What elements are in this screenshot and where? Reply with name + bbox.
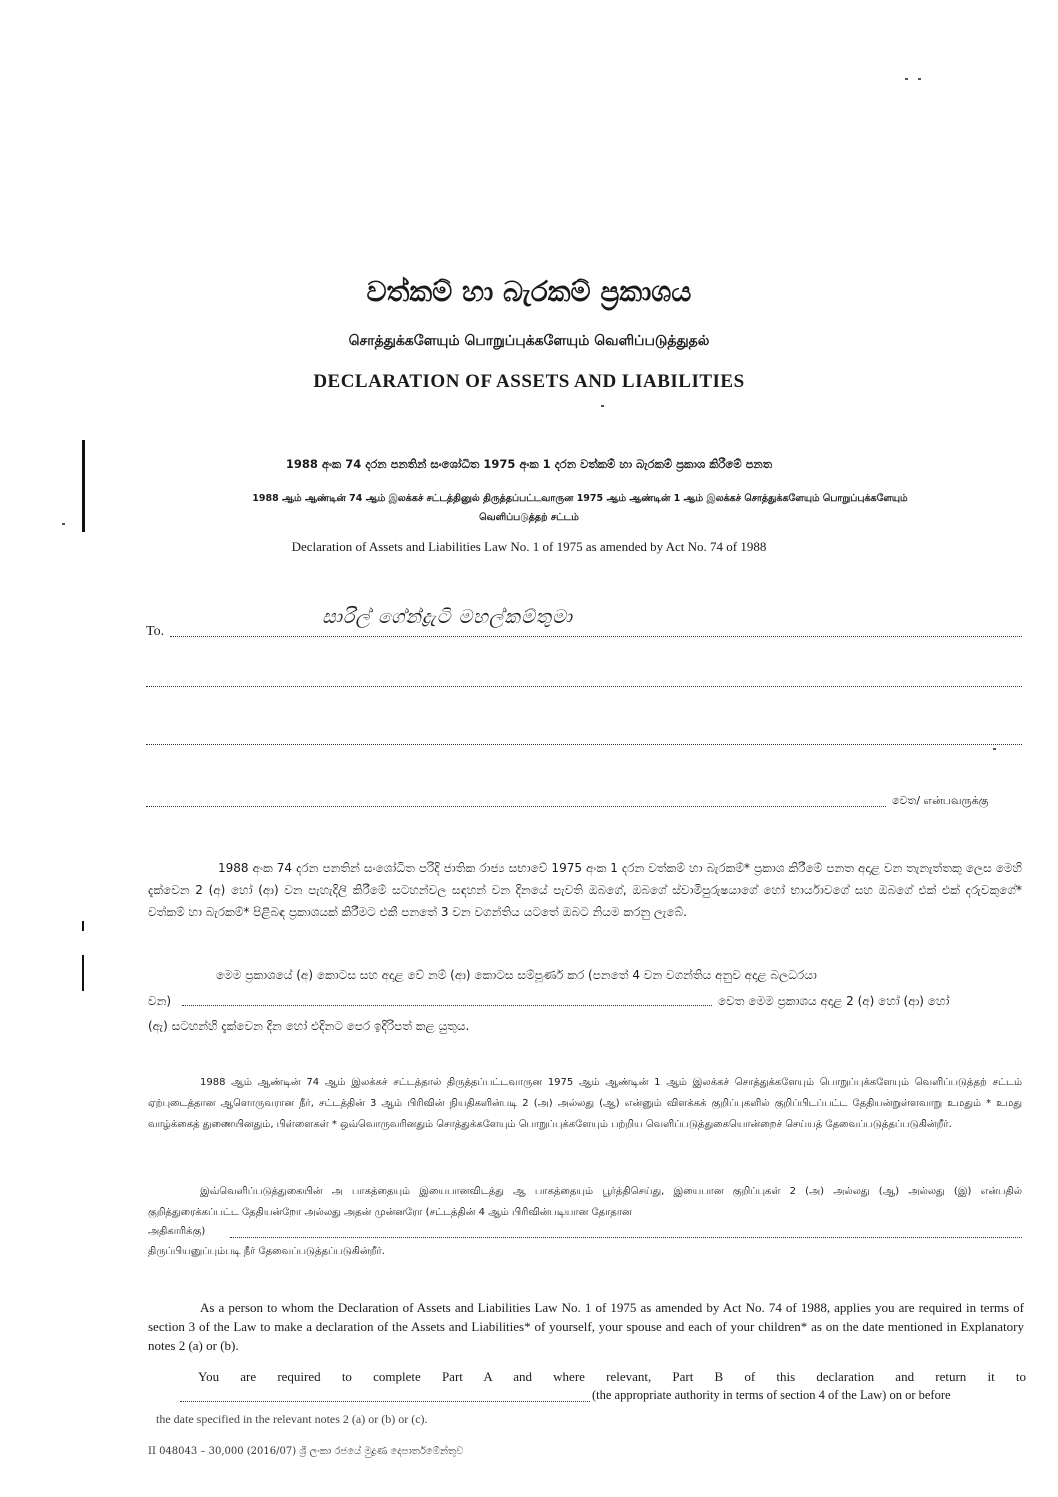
title-sinhala: වත්කම් හා බැරකම් ප්‍රකාශය <box>366 275 692 308</box>
address-line-4[interactable] <box>146 806 886 807</box>
authority-line-tamil[interactable] <box>230 1237 1022 1238</box>
paragraph-english-1: As a person to whom the Declaration of Assets and Liabilities Law No. 1 of 1975 as amended by Act No. 74 of 1988, applies you are required in terms of section 3 of the Law to make a declaration of the Assets and Liabilities* of yourself, your spouse and each of your children* as on the date mentioned in Explanatory notes 2 (a) or (b). <box>148 1300 1024 1353</box>
paragraph-tamil-2a: இவ்வெளிப்படுத்துகையின் அ பாகத்தையும் இயைபானவிடத்து ஆ பாகத்தையும் பூர்த்திசெய்து, இயைபான குறிப்புகள் 2 (அ) அல்லது (ஆ) அல்லது (இ) என்பதில் குறித்துரைக்கப்பட்ட தேதியன்றோ அல்லது அதன் முன்னரோ (சட்டத்தின் 4 ஆம் பிரிவின்படியான தோதான <box>148 1186 1022 1218</box>
address-line-2[interactable] <box>146 686 1022 687</box>
handwritten-addressee: සාරිල් ගේන්ද්‍රැටි මහල්කම්තුමා <box>322 606 573 628</box>
title-english: DECLARATION OF ASSETS AND LIABILITIES <box>313 371 745 392</box>
paragraph-sinhala-1: 1988 අංක 74 දරන පනතින් සංශෝධිත පරිදි ජාතික රාජ්‍ය සභාවේ 1975 අංක 1 දරන වත්කම් හා බැරකම්* ප්‍රකාශ කිරීමේ පනත අදාළ වන තැනැත්තකු ලෙස මෙහි දැක්වෙන 2 (අ) හෝ (ආ) වන පැහැදිලි කිරීමේ සටහන්වල සඳහන් වන දිනයේ පැවති ඔබගේ, ඔබගේ ස්වාමිපුරුෂයාගේ හෝ භාර්යාවගේ සහ ඔබගේ එක් එක් දරුවකුගේ* වත්කම් හා බැරකම්* පිළිබඳ ප්‍රකාශයක් කිරීමට එකී පනතේ 3 වන වගන්තිය යටතේ ඔබට නියම කරනු ලැබේ. <box>148 861 1022 919</box>
law-tamil-line1: 1988 ஆம் ஆண்டின் 74 ஆம் இலக்கச் சட்டத்தினுல் திருத்தப்பட்டவாருன 1975 ஆம் ஆண்டின் 1 ஆம் இலக்கச் சொத்துக்களேயும் பொறுப்புக்களேயும் <box>252 493 908 504</box>
paragraph-tamil-2b: அதிகாரிக்கு) <box>148 1226 206 1237</box>
law-tamil-line2: வெளிப்படுத்தற் சட்டம் <box>479 512 579 523</box>
paragraph-tamil-2c: திருப்பியனுப்பும்படி நீர் தேவைப்படுத்தப்படுகின்றீர். <box>148 1246 385 1257</box>
title-tamil: சொத்துக்களேயும் பொறுப்புக்களேயும் வெளிப்படுத்துதல் <box>348 333 710 349</box>
scan-speck <box>993 748 996 750</box>
scan-speck <box>918 78 921 80</box>
print-code: II 048043 – 30,000 (2016/07) ශ්‍රී ලංකා රජයේ මුද්‍රණ දෙපාර්තමේන්තුව <box>148 1446 464 1457</box>
paragraph-english-2c: the date specified in the relevant notes 2 (a) or (b) or (c). <box>156 1412 428 1426</box>
paragraph-english-2b: (the appropriate authority in terms of section 4 of the Law) on or before <box>592 1388 951 1402</box>
paragraph-sinhala-2b-start: වන) <box>148 994 172 1008</box>
authority-line-english[interactable] <box>180 1401 590 1402</box>
paragraph-tamil-1: 1988 ஆம் ஆண்டின் 74 ஆம் இலக்கச் சட்டத்தால் திருத்தப்பட்டவாருன 1975 ஆம் ஆண்டின் 1 ஆம் இலக்கச் சொத்துக்களேயும் பொறுப்புக்களேயும் வெளிப்படுத்தற் சட்டம் ஏற்புடைத்தான ஆளொருவரான நீர், சட்டத்தின் 3 ஆம் பிரிவின் நியதிகளின்படி 2 (அ) அல்லது (ஆ) என்னும் விளக்கக் குறிப்புகளில் குறிப்பிடப்பட்ட தேதியன்றுள்ளவாறு உமதும் * உமது வாழ்க்கைத் துணையினதும், பிள்ளைகள் * ஒவ்வொருவரினதும் சொத்துக்களேயும் பொறுப்புக்களேயும் பற்றிய வெளிப்படுத்துகையொன்றைச் செய்யத் தேவைப்படுத்தப்படுகின்றீர். <box>148 1077 1022 1130</box>
to-label: To. <box>146 624 165 639</box>
authority-line-sinhala[interactable] <box>182 1005 712 1006</box>
law-sinhala: 1988 අංක 74 දරන පනතින් සංශෝධිත 1975 අංක 1 දරන වත්කම් හා බැරකම් ප්‍රකාශ කිරීමේ පනත <box>285 457 773 471</box>
paragraph-sinhala-2b-end: වෙත මෙම ප්‍රකාශය අදාළ 2 (අ) හෝ (ආ) හෝ <box>718 994 950 1008</box>
margin-mark <box>82 921 84 931</box>
to-line[interactable] <box>170 636 1022 637</box>
scan-speck <box>905 78 908 80</box>
margin-mark <box>82 955 84 991</box>
law-english: Declaration of Assets and Liabilities Law No. 1 of 1975 as amended by Act No. 74 of 1988 <box>291 539 767 554</box>
paragraph-sinhala-2a: මෙම ප්‍රකාශයේ (අ) කොටස සහ අදාළ වේ නම් (ආ) කොටස සම්පූර්ණ කර (පනතේ 4 වන වගන්තිය අනුව අදාළ බලධරයා <box>216 968 817 982</box>
paragraph-sinhala-2c: (ඇ) සටහන්හි දැක්වෙන දින හෝ එදිනට පෙර ඉදිරිපත් කළ යුතුය. <box>148 1019 470 1033</box>
scan-speck <box>601 405 604 407</box>
paragraph-english-2a: You are required to complete Part A and where relevant, Part B of this declaration and return it to <box>198 1369 1026 1384</box>
address-line-3[interactable] <box>146 744 1022 745</box>
addressee-suffix: වෙත/ என்பவருக்கு <box>892 794 989 807</box>
